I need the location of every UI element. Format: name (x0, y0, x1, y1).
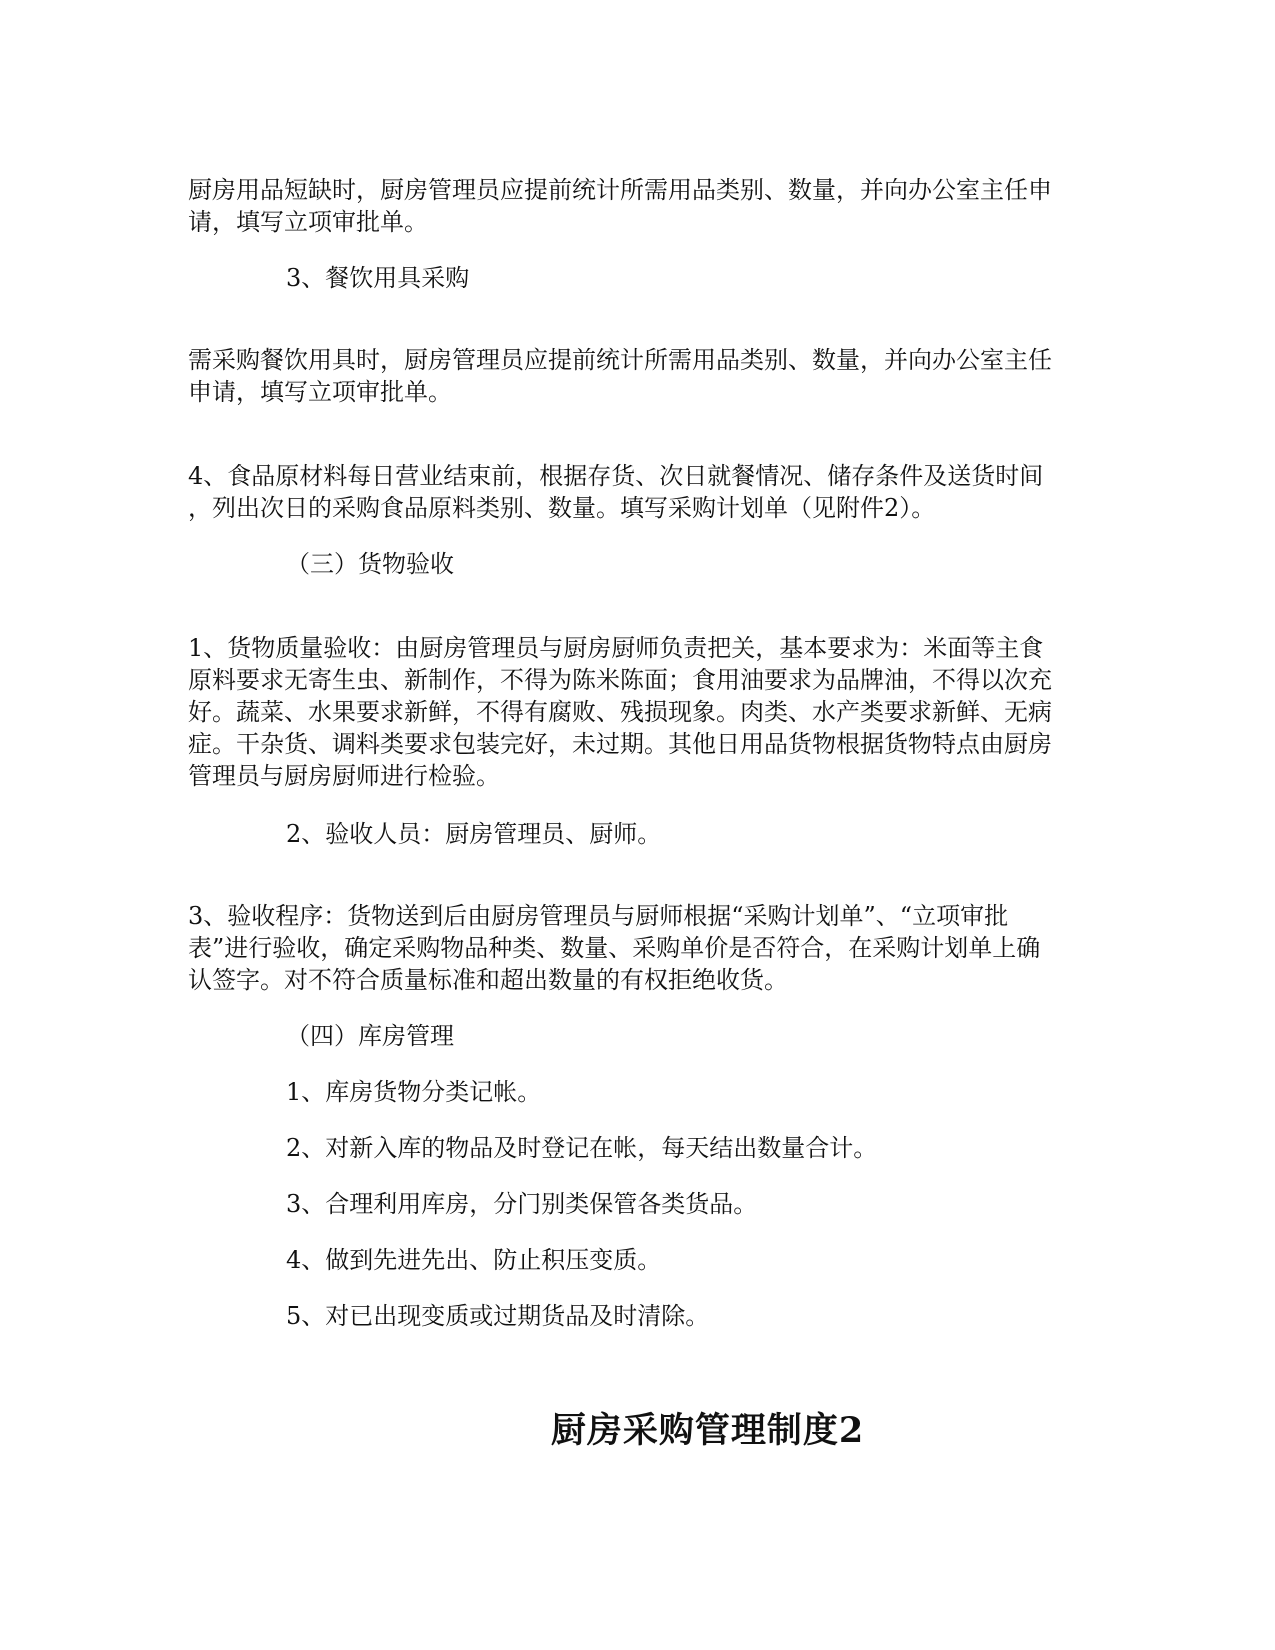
paragraph-line: 厨房用品短缺时，厨房管理员应提前统计所需用品类别、数量，并向办公室主任申 (188, 176, 1052, 204)
paragraph-line: 管理员与厨房厨师进行检验。 (188, 762, 500, 790)
paragraph-line: 好。蔬菜、水果要求新鲜，不得有腐败、残损现象。肉类、水产类要求新鲜、无病 (188, 698, 1052, 726)
list-item: 5、对已出现变质或过期货品及时清除。 (286, 1302, 710, 1330)
document-title: 厨房采购管理制度2 (550, 1410, 865, 1451)
paragraph-line: 请，填写立项审批单。 (188, 208, 428, 236)
paragraph-line: 申请，填写立项审批单。 (188, 378, 452, 406)
section4-heading: （四）库房管理 (286, 1022, 454, 1050)
paragraph-line: 需采购餐饮用具时，厨房管理员应提前统计所需用品类别、数量，并向办公室主任 (188, 346, 1052, 374)
item3-heading: 3、餐饮用具采购 (286, 264, 470, 292)
inspectors-line: 2、验收人员：厨房管理员、厨师。 (286, 820, 662, 848)
paragraph-line: 认签字。对不符合质量标准和超出数量的有权拒绝收货。 (188, 966, 788, 994)
section3-heading: （三）货物验收 (286, 550, 454, 578)
paragraph-line: ，列出次日的采购食品原料类别、数量。填写采购计划单（见附件2）。 (188, 494, 936, 522)
paragraph-line: 4、食品原材料每日营业结束前，根据存货、次日就餐情况、储存条件及送货时间 (188, 462, 1044, 490)
paragraph-line: 原料要求无寄生虫、新制作，不得为陈米陈面；食用油要求为品牌油，不得以次充 (188, 666, 1052, 694)
list-item: 2、对新入库的物品及时登记在帐，每天结出数量合计。 (286, 1134, 878, 1162)
list-item: 4、做到先进先出、防止积压变质。 (286, 1246, 662, 1274)
paragraph-line: 1、货物质量验收：由厨房管理员与厨房厨师负责把关，基本要求为：米面等主食 (188, 634, 1044, 662)
list-item: 1、库房货物分类记帐。 (286, 1078, 542, 1106)
paragraph-line: 3、验收程序：货物送到后由厨房管理员与厨师根据“采购计划单”、“立项审批 (188, 902, 1009, 930)
paragraph-line: 表”进行验收，确定采购物品种类、数量、采购单价是否符合，在采购计划单上确 (188, 934, 1041, 962)
paragraph-line: 症。干杂货、调料类要求包装完好，未过期。其他日用品货物根据货物特点由厨房 (188, 730, 1052, 758)
list-item: 3、合理利用库房，分门别类保管各类货品。 (286, 1190, 758, 1218)
